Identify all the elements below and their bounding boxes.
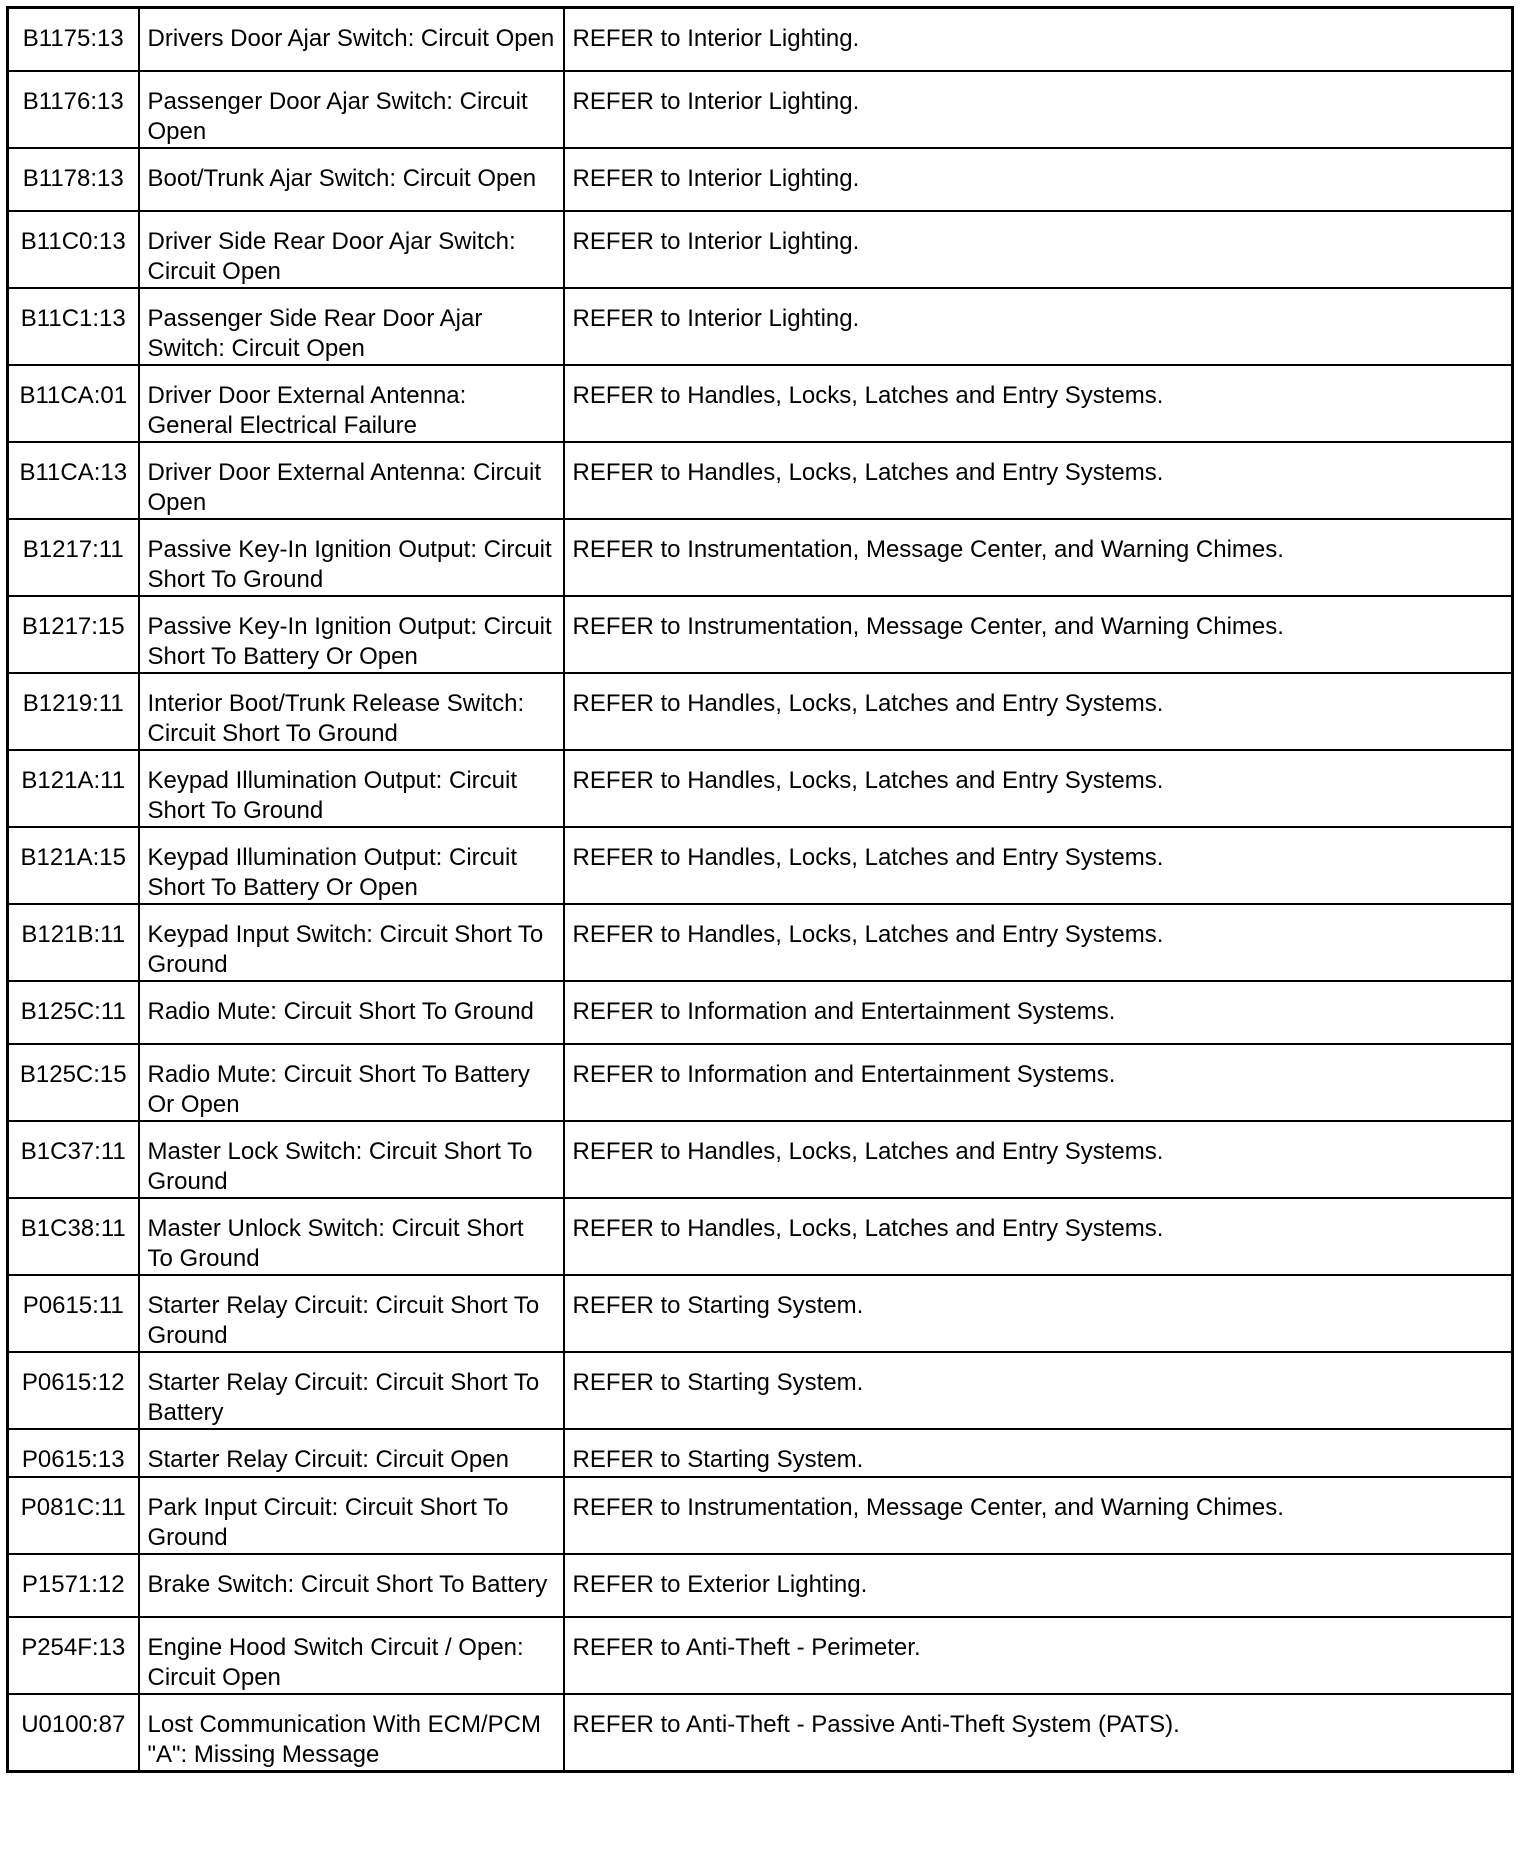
table-row: [8, 750, 1513, 827]
table-row: [8, 596, 1513, 673]
dtc-action: REFER to Handles, Locks, Latches and Entry Systems.: [564, 827, 1513, 904]
dtc-code: B1C37:11: [8, 1121, 139, 1198]
dtc-code: B1178:13: [8, 148, 139, 211]
dtc-action: REFER to Handles, Locks, Latches and Entry Systems.: [564, 673, 1513, 750]
dtc-code: B1219:11: [8, 673, 139, 750]
dtc-code: B1217:15: [8, 596, 139, 673]
dtc-description: Starter Relay Circuit: Circuit Short To Ground: [139, 1275, 564, 1352]
dtc-description: Lost Communication With ECM/PCM "A": Missing Message: [139, 1694, 564, 1772]
dtc-code: B125C:11: [8, 981, 139, 1044]
dtc-description: Keypad Illumination Output: Circuit Short To Ground: [139, 750, 564, 827]
dtc-description: Keypad Input Switch: Circuit Short To Ground: [139, 904, 564, 981]
dtc-description: Starter Relay Circuit: Circuit Open: [139, 1429, 564, 1477]
dtc-description: Interior Boot/Trunk Release Switch: Circuit Short To Ground: [139, 673, 564, 750]
dtc-action: REFER to Handles, Locks, Latches and Entry Systems.: [564, 1121, 1513, 1198]
table-row: [8, 1198, 1513, 1275]
dtc-description: Master Unlock Switch: Circuit Short To Ground: [139, 1198, 564, 1275]
dtc-code: P0615:13: [8, 1429, 139, 1477]
dtc-description: Passenger Door Ajar Switch: Circuit Open: [139, 71, 564, 148]
dtc-action: REFER to Exterior Lighting.: [564, 1554, 1513, 1617]
dtc-action: REFER to Handles, Locks, Latches and Entry Systems.: [564, 1198, 1513, 1275]
dtc-description: Engine Hood Switch Circuit / Open: Circuit Open: [139, 1617, 564, 1694]
dtc-action: REFER to Starting System.: [564, 1352, 1513, 1429]
dtc-action: REFER to Starting System.: [564, 1429, 1513, 1477]
table-row: [8, 1275, 1513, 1352]
dtc-description: Master Lock Switch: Circuit Short To Ground: [139, 1121, 564, 1198]
dtc-code: P254F:13: [8, 1617, 139, 1694]
dtc-action: REFER to Information and Entertainment Systems.: [564, 1044, 1513, 1121]
dtc-description: Boot/Trunk Ajar Switch: Circuit Open: [139, 148, 564, 211]
table-row: [8, 442, 1513, 519]
dtc-code: B121A:11: [8, 750, 139, 827]
dtc-description: Brake Switch: Circuit Short To Battery: [139, 1554, 564, 1617]
dtc-description: Radio Mute: Circuit Short To Battery Or Open: [139, 1044, 564, 1121]
dtc-code: B1175:13: [8, 8, 139, 71]
table-row: [8, 981, 1513, 1044]
dtc-description: Passive Key-In Ignition Output: Circuit Short To Battery Or Open: [139, 596, 564, 673]
dtc-code: B11CA:13: [8, 442, 139, 519]
table-row: [8, 148, 1513, 211]
dtc-action: REFER to Instrumentation, Message Center, and Warning Chimes.: [564, 1477, 1513, 1554]
dtc-description: Radio Mute: Circuit Short To Ground: [139, 981, 564, 1044]
dtc-description: Park Input Circuit: Circuit Short To Ground: [139, 1477, 564, 1554]
table-row: [8, 211, 1513, 288]
dtc-description: Drivers Door Ajar Switch: Circuit Open: [139, 8, 564, 71]
dtc-code: B1176:13: [8, 71, 139, 148]
dtc-code: B1217:11: [8, 519, 139, 596]
dtc-code: B11C0:13: [8, 211, 139, 288]
dtc-code: P0615:11: [8, 1275, 139, 1352]
dtc-action: REFER to Anti-Theft - Passive Anti-Theft System (PATS).: [564, 1694, 1513, 1772]
dtc-code: P1571:12: [8, 1554, 139, 1617]
table-row: [8, 1044, 1513, 1121]
dtc-description: Driver Side Rear Door Ajar Switch: Circuit Open: [139, 211, 564, 288]
dtc-action: REFER to Handles, Locks, Latches and Entry Systems.: [564, 442, 1513, 519]
dtc-code: B11CA:01: [8, 365, 139, 442]
dtc-action: REFER to Handles, Locks, Latches and Entry Systems.: [564, 904, 1513, 981]
dtc-code: P0615:12: [8, 1352, 139, 1429]
table-row: [8, 1694, 1513, 1772]
dtc-action: REFER to Interior Lighting.: [564, 211, 1513, 288]
table-row: [8, 1477, 1513, 1554]
dtc-code: U0100:87: [8, 1694, 139, 1772]
table-row: [8, 1352, 1513, 1429]
table-row: [8, 827, 1513, 904]
dtc-description: Passive Key-In Ignition Output: Circuit Short To Ground: [139, 519, 564, 596]
table-row: [8, 904, 1513, 981]
dtc-code: B121A:15: [8, 827, 139, 904]
dtc-action: REFER to Handles, Locks, Latches and Entry Systems.: [564, 750, 1513, 827]
dtc-code: B121B:11: [8, 904, 139, 981]
dtc-table-body: [8, 8, 1513, 1772]
dtc-code: P081C:11: [8, 1477, 139, 1554]
dtc-table: [6, 6, 1514, 1773]
table-row: [8, 673, 1513, 750]
dtc-action: REFER to Interior Lighting.: [564, 288, 1513, 365]
dtc-action: REFER to Interior Lighting.: [564, 8, 1513, 71]
dtc-description: Driver Door External Antenna: Circuit Open: [139, 442, 564, 519]
dtc-description: Starter Relay Circuit: Circuit Short To Battery: [139, 1352, 564, 1429]
dtc-description: Keypad Illumination Output: Circuit Short To Battery Or Open: [139, 827, 564, 904]
table-row: [8, 365, 1513, 442]
dtc-action: REFER to Instrumentation, Message Center, and Warning Chimes.: [564, 519, 1513, 596]
dtc-code: B11C1:13: [8, 288, 139, 365]
table-row: [8, 288, 1513, 365]
dtc-action: REFER to Interior Lighting.: [564, 71, 1513, 148]
table-row: [8, 71, 1513, 148]
dtc-action: REFER to Anti-Theft - Perimeter.: [564, 1617, 1513, 1694]
dtc-code: B1C38:11: [8, 1198, 139, 1275]
table-row: [8, 1554, 1513, 1617]
dtc-description: Driver Door External Antenna: General Electrical Failure: [139, 365, 564, 442]
table-row: [8, 1617, 1513, 1694]
dtc-action: REFER to Starting System.: [564, 1275, 1513, 1352]
dtc-action: REFER to Interior Lighting.: [564, 148, 1513, 211]
dtc-action: REFER to Handles, Locks, Latches and Entry Systems.: [564, 365, 1513, 442]
table-row: [8, 1121, 1513, 1198]
table-row: [8, 1429, 1513, 1477]
dtc-description: Passenger Side Rear Door Ajar Switch: Circuit Open: [139, 288, 564, 365]
dtc-action: REFER to Information and Entertainment Systems.: [564, 981, 1513, 1044]
table-row: [8, 8, 1513, 71]
dtc-action: REFER to Instrumentation, Message Center, and Warning Chimes.: [564, 596, 1513, 673]
table-row: [8, 519, 1513, 596]
dtc-code: B125C:15: [8, 1044, 139, 1121]
